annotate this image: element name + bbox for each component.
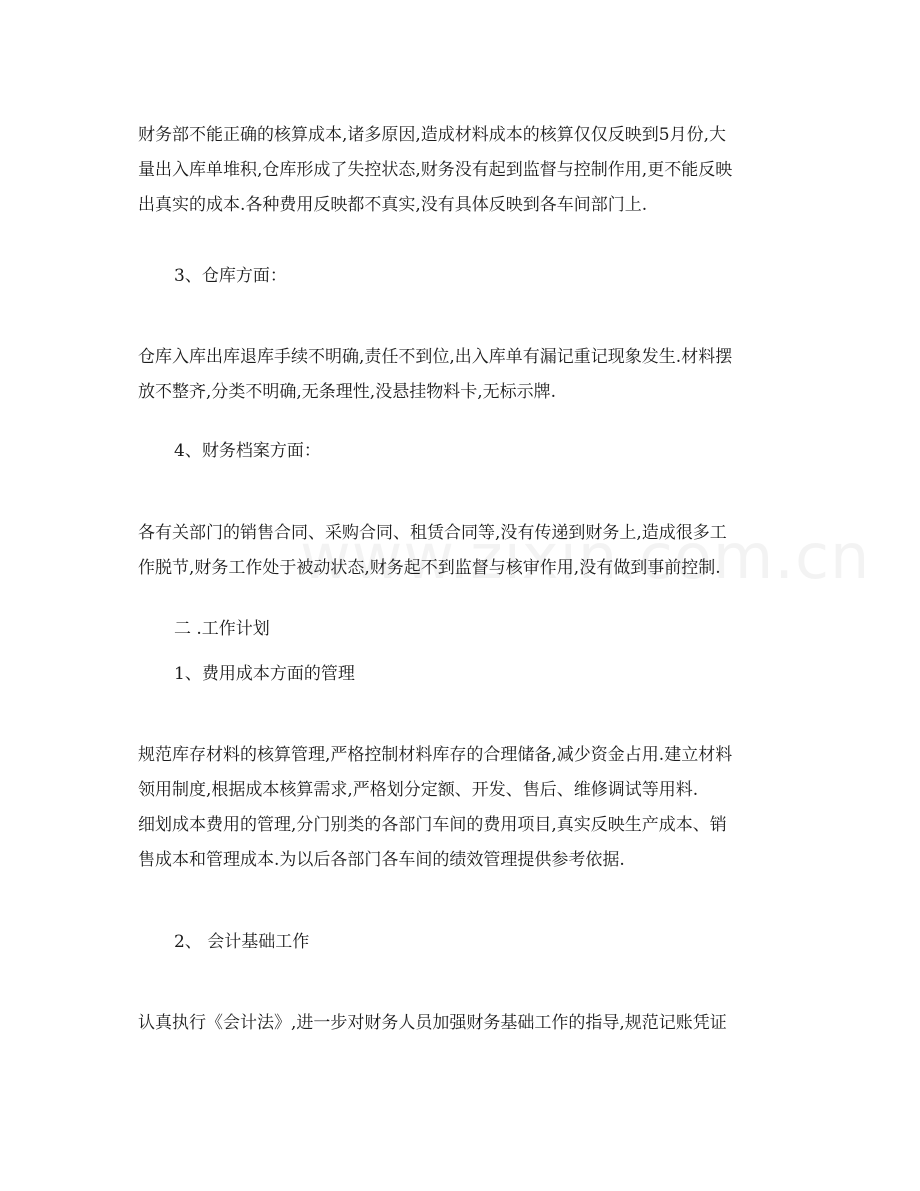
paragraph-cost-accounting	[138, 118, 786, 223]
paragraph-cost-plan	[138, 738, 786, 878]
text-line: 各有关部门的销售合同、采购合同、租赁合同等,没有传递到财务上,造成很多工	[138, 523, 727, 543]
paragraph-warehouse	[138, 340, 786, 410]
heading-cost-management: 1、费用成本方面的管理	[174, 664, 355, 684]
text-line: 领用制度,根据成本核算需求,严格划分定额、开发、售后、维修调试等用料.	[138, 780, 699, 800]
heading-warehouse: 3、仓库方面：	[174, 266, 287, 286]
text-line: 规范库存材料的核算管理,严格控制材料库存的合理储备,减少资金占用.建立材料	[138, 745, 733, 765]
heading-accounting-basics: 2、 会计基础工作	[174, 932, 310, 952]
text-line: 细划成本费用的管理,分门别类的各部门车间的费用项目,真实反映生产成本、销	[138, 815, 727, 835]
text-line: 认真执行《会计法》,进一步对财务人员加强财务基础工作的指导,规范记账凭证	[138, 1013, 727, 1033]
paragraph-contracts	[138, 516, 786, 586]
text-line: 仓库入库出库退库手续不明确,责任不到位,出入库单有漏记重记现象发生.材料摆	[138, 347, 733, 367]
heading-work-plan: 二 .工作计划	[174, 619, 270, 639]
text-line: 售成本和管理成本.为以后各部门各车间的绩效管理提供参考依据.	[138, 850, 625, 870]
text-line: 出真实的成本.各种费用反映都不真实,没有具体反映到各车间部门上.	[138, 195, 648, 215]
heading-financial-archives: 4、财务档案方面：	[174, 441, 321, 461]
paragraph-accounting-law	[138, 1006, 786, 1041]
text-line: 作脱节,财务工作处于被动状态,财务起不到监督与核审作用,没有做到事前控制.	[138, 558, 721, 578]
text-line: 量出入库单堆积,仓库形成了失控状态,财务没有起到监督与控制作用,更不能反映	[138, 160, 733, 180]
text-line: 财务部不能正确的核算成本,诸多原因,造成材料成本的核算仅仅反映到5月份,大	[138, 125, 727, 145]
text-line: 放不整齐,分类不明确,无条理性,没悬挂物料卡,无标示牌.	[138, 382, 557, 402]
